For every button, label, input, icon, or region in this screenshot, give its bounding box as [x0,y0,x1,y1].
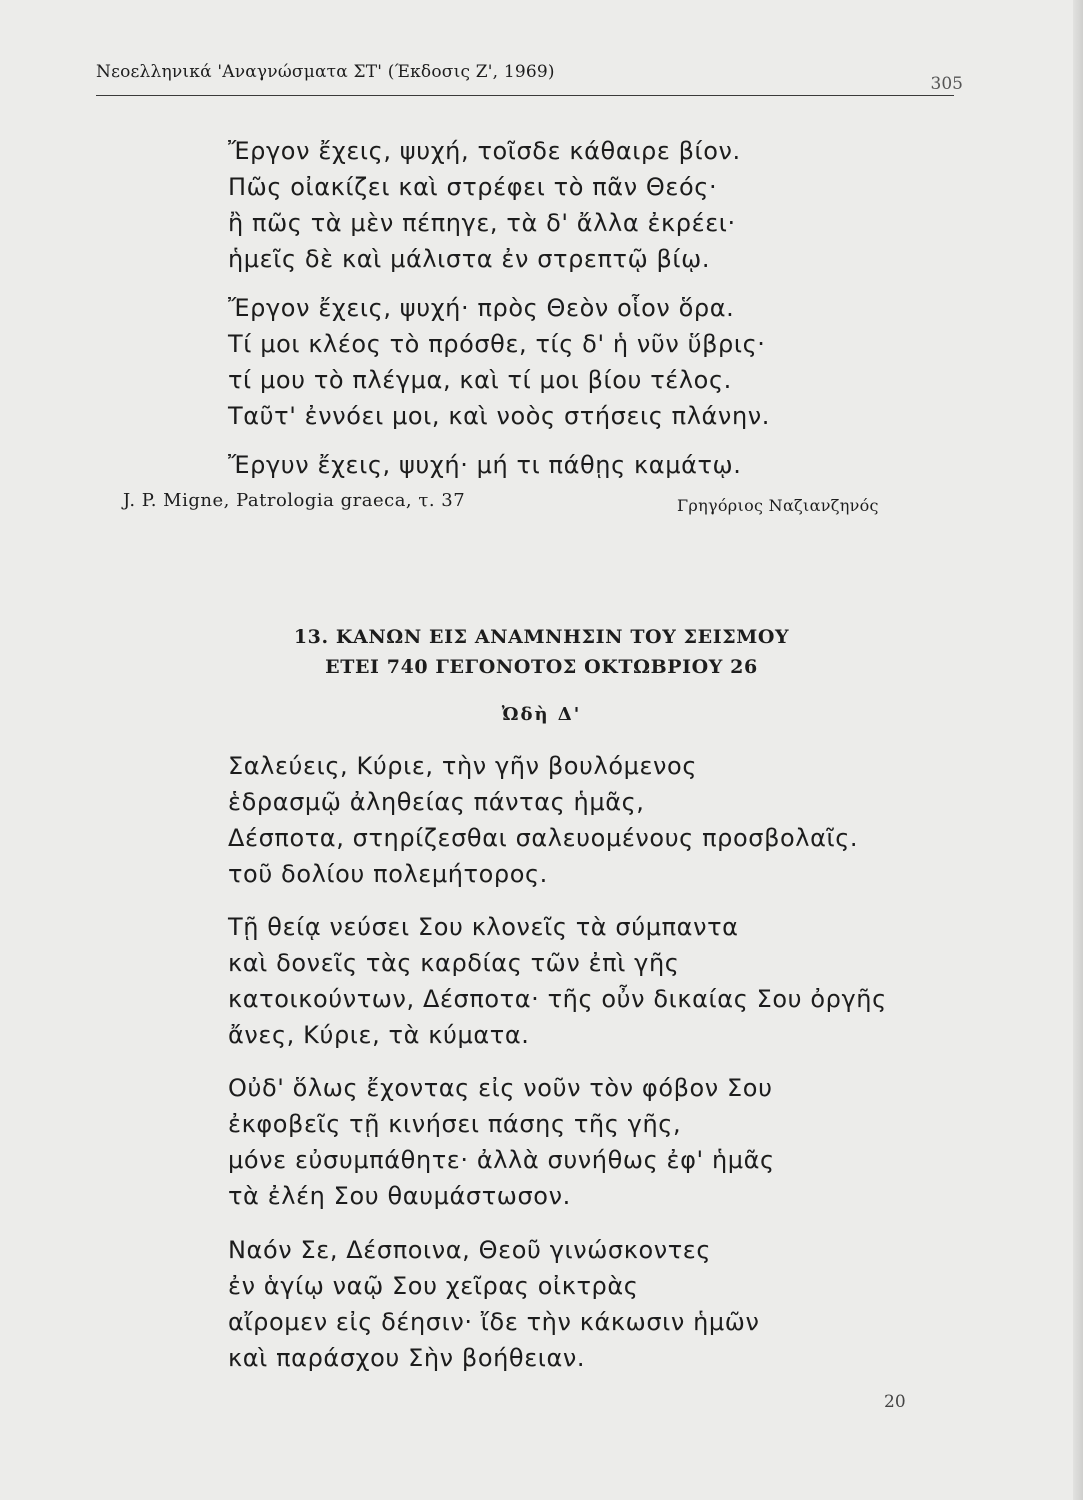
poem-line: ἢ πῶς τὰ μὲν πέπηγε, τὰ δ' ἄλλα ἐκρέει· [228,209,736,237]
hymn-line: μόνε εὐσυμπάθητε· ἀλλὰ συνήθως ἐφ' ἡμᾶς [228,1146,775,1174]
hymn-line: καὶ δονεῖς τὰς καρδίας τῶν ἐπὶ γῆς [228,949,680,977]
running-title: Νεοελληνικά 'Αναγνώσματα ΣΤ' (Έκδοσις Ζ', 1969) [96,62,555,82]
source-citation: J. P. Migne, Patrologia graeca, τ. 37 [123,490,466,511]
hymn-line: αἴρομεν εἰς δέησιν· ἴδε τὴν κάκωσιν ἡμῶν [228,1308,760,1336]
hymn-line: κατοικούντων, Δέσποτα· τῆς οὖν δικαίας Σου ὀργῆς [228,985,887,1013]
hymn-line: τὰ ἐλέη Σου θαυμάστωσον. [228,1182,571,1210]
ode-label: Ὠδὴ Δ' [501,704,582,725]
hymn-line: Δέσποτα, στηρίζεσθαι σαλευομένους προσβολαῖς. [228,824,859,852]
poem-line: Πῶς οἰακίζει καὶ στρέφει τὸ πᾶν Θεός· [228,173,718,201]
hymn-line: ἐν ἁγίῳ ναῷ Σου χεῖρας οἰκτρὰς [228,1272,639,1300]
page-edge [1073,0,1083,1500]
poem-line: Ταῦτ' ἐννόει μοι, καὶ νοὸς στήσεις πλάνην. [228,402,770,430]
signature-mark: 20 [884,1392,906,1412]
poem-author: Γρηγόριος Ναζιανζηνός [677,496,879,515]
hymn-line: ἑδρασμῷ ἀληθείας πάντας ἡμᾶς, [228,788,645,816]
poem-line: Ἔργον ἔχεις, ψυχή, τοῖσδε κάθαιρε βίον. [228,137,741,165]
poem-line: ἡμεῖς δὲ καὶ μάλιστα ἐν στρεπτῷ βίῳ. [228,245,711,273]
poem-line: Τί μοι κλέος τὸ πρόσθε, τίς δ' ἡ νῦν ὕβρις· [228,330,766,358]
page-number: 305 [930,74,963,94]
poem-line: τί μου τὸ πλέγμα, καὶ τί μοι βίου τέλος. [228,366,732,394]
hymn-line: τοῦ δολίου πολεμήτορος. [228,860,548,888]
section-title: 13. ΚΑΝΩΝ ΕΙΣ ΑΝΑΜΝΗΣΙΝ ΤΟΥ ΣΕΙΣΜΟΥ [293,626,790,648]
hymn-line: Σαλεύεις, Κύριε, τὴν γῆν βουλόμενος [228,752,698,780]
hymn-line: Ναόν Σε, Δέσποινα, Θεοῦ γινώσκοντες [228,1236,712,1264]
hymn-line: Τῇ θείᾳ νεύσει Σου κλονεῖς τὰ σύμπαντα [228,913,739,941]
hymn-line: ἐκφοβεῖς τῇ κινήσει πάσης τῆς γῆς, [228,1110,682,1138]
hymn-line: καὶ παράσχου Σὴν βοήθειαν. [228,1344,586,1372]
hymn-line: Οὐδ' ὅλως ἔχοντας εἰς νοῦν τὸν φόβον Σου [228,1074,773,1102]
poem-line: Ἔργον ἔχεις, ψυχή· πρὸς Θεὸν οἷον ὅρα. [228,294,735,322]
header-rule [96,95,954,96]
section-title-line2: ΕΤΕΙ 740 ΓΕΓΟΝΟΤΟΣ ΟΚΤΩΒΡΙΟΥ 26 [325,656,758,678]
poem-line: Ἔργυν ἔχεις, ψυχή· μή τι πάθῃς καμάτῳ. [228,451,742,479]
hymn-line: ἄνες, Κύριε, τὰ κύματα. [228,1021,530,1049]
